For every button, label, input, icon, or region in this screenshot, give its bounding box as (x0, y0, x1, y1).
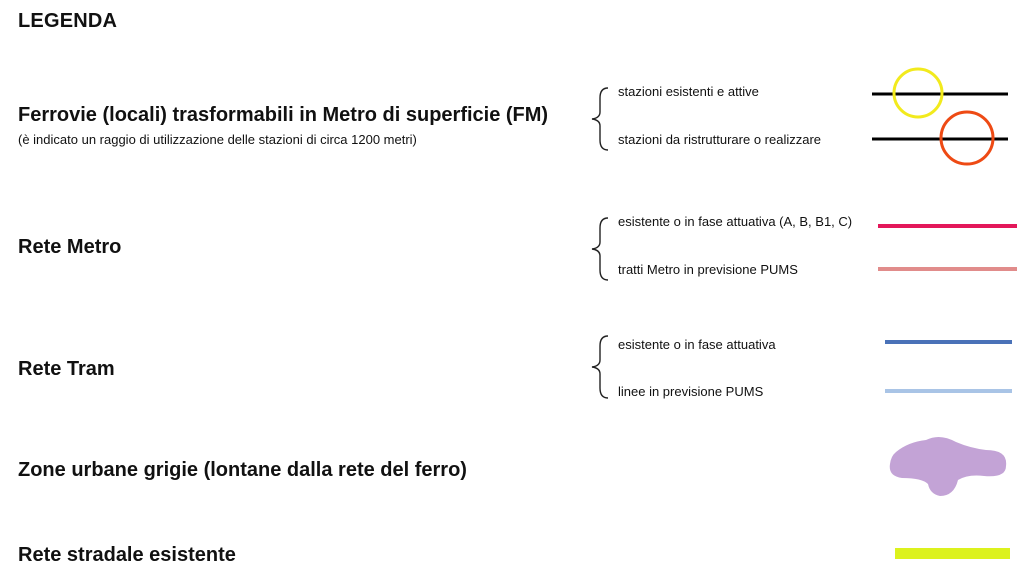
metro-planned-line-symbol (878, 267, 1017, 271)
legend-title: LEGENDA (18, 10, 118, 32)
metro-item-planned-label: tratti Metro in previsione PUMS (618, 262, 798, 277)
road-network-heading: Rete stradale esistente (18, 544, 236, 566)
ferrovie-brace (588, 86, 612, 152)
ferrovie-item-planned-label: stazioni da ristrutturare o realizzare (618, 132, 822, 147)
station-planned-symbol (870, 110, 1010, 168)
ferrovie-item-existing-label: stazioni esistenti e attive (618, 84, 759, 99)
grey-zone-area-symbol (886, 434, 1012, 500)
tram-item-planned-label: linee in previsione PUMS (618, 384, 764, 399)
tram-brace (588, 334, 612, 400)
tram-item-existing-label: esistente o in fase attuativa (618, 337, 776, 352)
metro-item-existing-label: esistente o in fase attuativa (A, B, B1, C) (618, 214, 853, 229)
grey-zones-heading: Zone urbane grigie (lontane dalla rete del ferro) (18, 459, 467, 481)
road-network-line-symbol (895, 548, 1010, 559)
ferrovie-note: (è indicato un raggio di utilizzazione delle stazioni di circa 1200 metri) (18, 132, 417, 147)
metro-heading: Rete Metro (18, 236, 122, 258)
tram-heading: Rete Tram (18, 358, 115, 380)
metro-existing-line-symbol (878, 224, 1017, 228)
metro-brace (588, 216, 612, 282)
tram-planned-line-symbol (885, 389, 1012, 393)
ferrovie-heading: Ferrovie (locali) trasformabili in Metro di superficie (FM) (18, 104, 549, 126)
tram-existing-line-symbol (885, 340, 1012, 344)
